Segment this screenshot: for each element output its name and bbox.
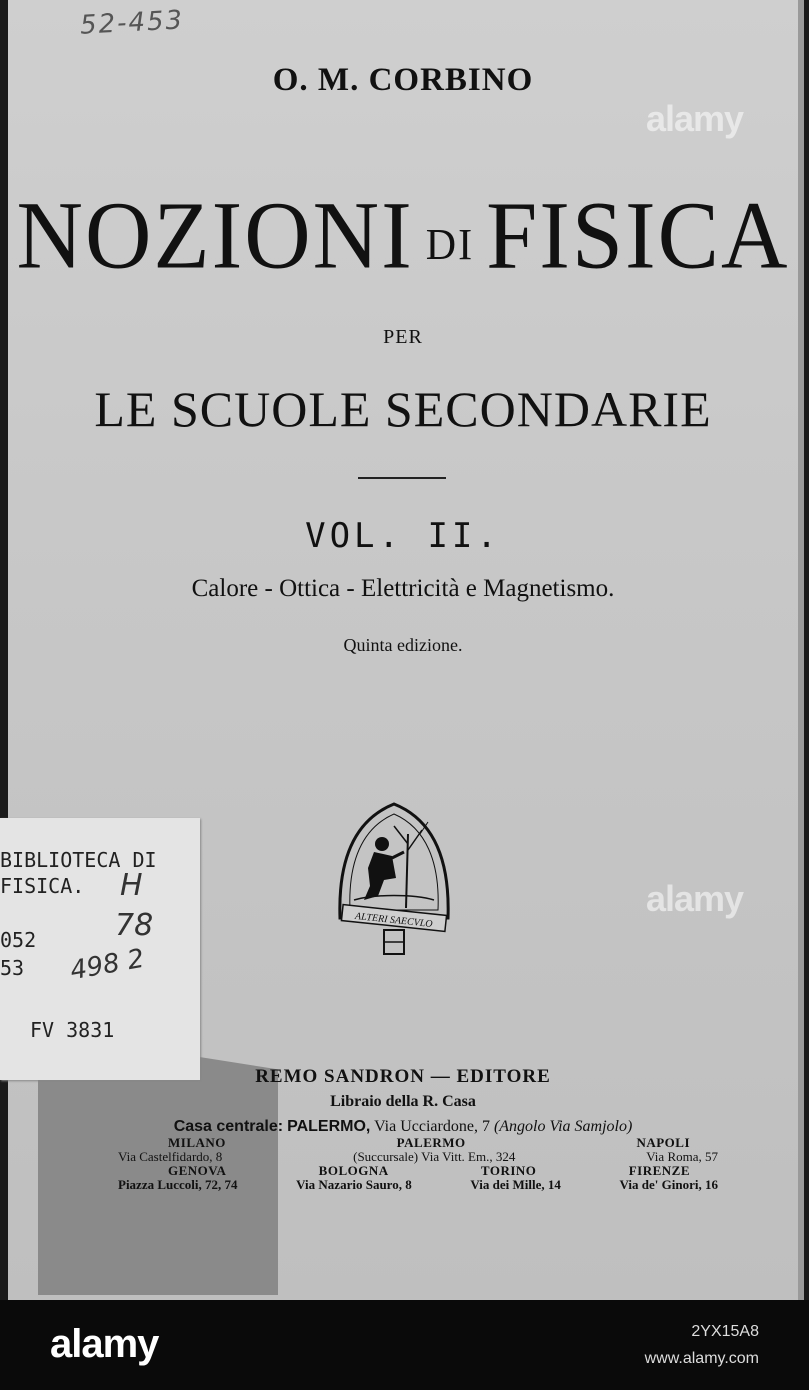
stock-site: www.alamy.com [644, 1350, 759, 1367]
label-line-3: 052 [0, 928, 37, 952]
branch-name: FIRENZE [628, 1163, 690, 1178]
casa-city: PALERMO, [287, 1118, 371, 1135]
stock-brand-logo: alamy [50, 1322, 159, 1366]
watermark-text: alamy [646, 98, 744, 139]
library-label [0, 818, 200, 1080]
branch-list [118, 1136, 718, 1192]
author: O. M. CORBINO [272, 62, 534, 98]
publisher-emblem-icon [334, 800, 454, 960]
branch-address: (Succursale) Via Vitt. Em., 324 [353, 1149, 516, 1164]
branch-name: NAPOLI [636, 1135, 690, 1150]
divider-rule [358, 477, 446, 479]
volume-contents: Calore - Ottica - Elettricità e Magnetismo. [191, 575, 615, 602]
branch-address: Via Nazario Sauro, 8 [296, 1177, 412, 1192]
watermark-text: alamy [646, 878, 744, 919]
emblem-motto: ALTERI SAECVLO [354, 910, 434, 931]
branch-name: PALERMO [396, 1135, 466, 1150]
branch-row-1-names [118, 1136, 718, 1150]
label-line-1: BIBLIOTECA DI [0, 848, 157, 872]
page-edge [798, 0, 804, 1300]
branch-address: Piazza Luccoli, 72, 74 [118, 1177, 238, 1192]
book-title [8, 179, 798, 290]
label-line-2: FISICA. [0, 874, 85, 898]
handwritten-shelfmark: 52-453 [79, 5, 185, 41]
publisher-name: REMO SANDRON — EDITORE [255, 1066, 551, 1087]
label-handwriting-2: 78 [115, 908, 154, 943]
casa-label: Casa centrale: [173, 1118, 284, 1135]
branch-row-2-names [118, 1164, 718, 1178]
branch-name: BOLOGNA [318, 1163, 389, 1178]
branch-row-2-addresses [118, 1178, 718, 1192]
stock-image-info [645, 1318, 759, 1372]
title-connector: DI [425, 220, 475, 270]
stock-image-id: 2YX15A8 [691, 1323, 759, 1340]
branch-name: MILANO [168, 1135, 226, 1150]
casa-note: (Angolo Via Samjolo) [493, 1118, 633, 1135]
publisher-subtitle: Libraio della R. Casa [330, 1093, 476, 1110]
label-handwriting-1: H [120, 868, 143, 903]
branch-name: GENOVA [168, 1163, 227, 1178]
branch-name: TORINO [480, 1163, 537, 1178]
edition: Quinta edizione. [343, 635, 463, 655]
label-handwriting-3: 498 2 [67, 943, 147, 987]
title-word-2: FISICA [486, 181, 790, 289]
book-subtitle: LE SCUOLE SECONDARIE [94, 381, 712, 437]
label-line-5: FV 3831 [30, 1018, 115, 1042]
branch-address: Via Roma, 57 [646, 1149, 718, 1164]
volume-number: VOL. II. [305, 516, 501, 556]
branch-row-1-addresses [118, 1150, 718, 1164]
title-per: PER [383, 326, 423, 348]
title-word-1: NOZIONI [16, 181, 414, 289]
branch-address: Via de' Ginori, 16 [619, 1177, 718, 1192]
head-office [8, 1118, 798, 1136]
branch-address: Via dei Mille, 14 [470, 1177, 561, 1192]
label-line-4: 53 [0, 956, 25, 980]
stock-footer [0, 1300, 809, 1390]
casa-address: Via Ucciardone, 7 [374, 1118, 490, 1135]
branch-address: Via Castelfidardo, 8 [118, 1149, 223, 1164]
